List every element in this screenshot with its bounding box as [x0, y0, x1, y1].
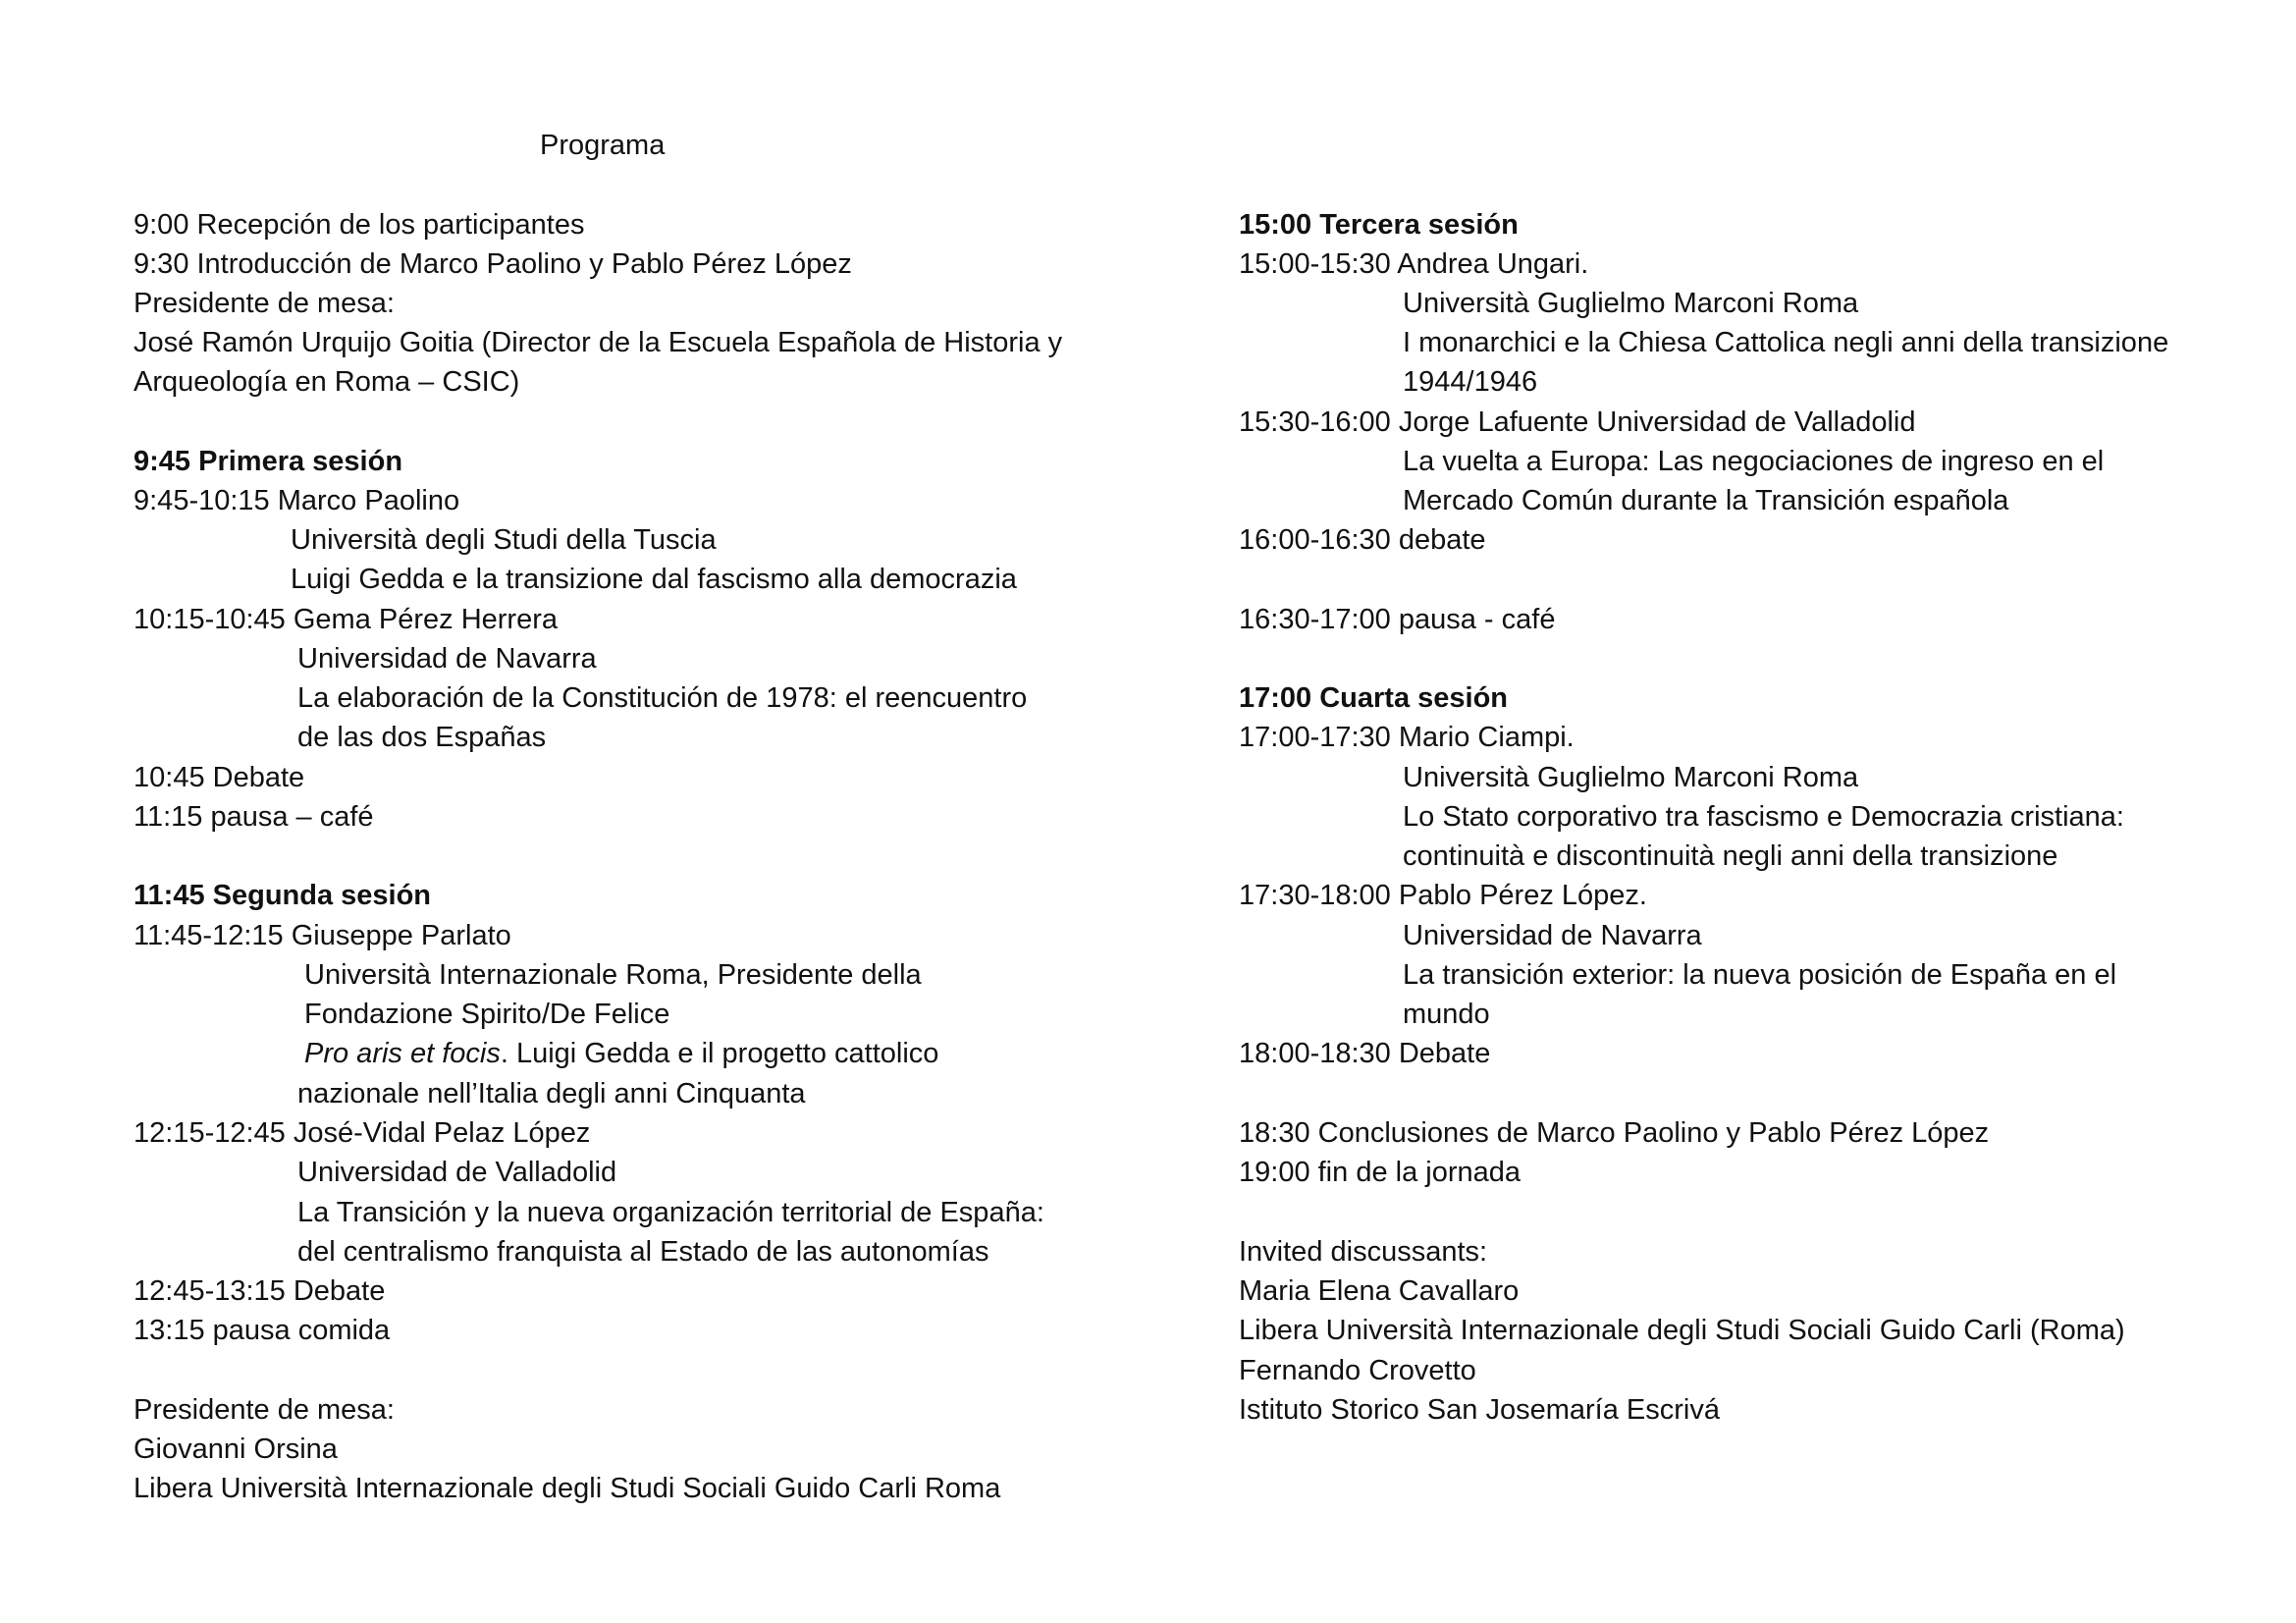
schedule-item-end: 19:00 fin de la jornada: [1239, 1157, 1521, 1188]
discussant-affiliation: Libera Università Internazionale degli Studi Sociali Guido Carli (Roma): [1239, 1315, 2125, 1346]
session-heading-third: 15:00 Tercera sesión: [1239, 209, 1519, 241]
chair-affiliation: Libera Università Internazionale degli Studi Sociali Guido Carli Roma: [133, 1473, 1001, 1504]
page-title: Programa: [540, 130, 666, 161]
talk-title-continued: 1944/1946: [1403, 366, 1538, 398]
schedule-item-debate: 12:45-13:15 Debate: [133, 1275, 386, 1307]
schedule-item-pause: 16:30-17:00 pausa - café: [1239, 604, 1556, 635]
talk-title-italic: Pro aris et focis: [304, 1038, 501, 1069]
chair-name-continued: Arqueología en Roma – CSIC): [133, 366, 520, 398]
talk-title-continued: nazionale nell’Italia degli anni Cinquanta: [297, 1078, 806, 1109]
chair-label: Presidente de mesa:: [133, 288, 395, 319]
discussant-name: Maria Elena Cavallaro: [1239, 1275, 1520, 1307]
chair-name: José Ramón Urquijo Goitia (Director de la Escuela Española de Historia y: [133, 327, 1063, 358]
schedule-item-pause: 13:15 pausa comida: [133, 1315, 391, 1346]
discussant-name: Fernando Crovetto: [1239, 1355, 1476, 1386]
schedule-item-conclusions: 18:30 Conclusiones de Marco Paolino y Pablo Pérez López: [1239, 1117, 1990, 1149]
session-heading-fourth: 17:00 Cuarta sesión: [1239, 682, 1509, 714]
talk-title-continued: de las dos Españas: [297, 722, 547, 753]
chair-name: Giovanni Orsina: [133, 1434, 338, 1465]
talk-title: Luigi Gedda e la transizione dal fascismo alla democrazia: [291, 564, 1017, 595]
talk-title: La elaboración de la Constitución de 1978: el reencuentro: [297, 682, 1028, 714]
talk-time-speaker: 11:45-12:15 Giuseppe Parlato: [133, 920, 511, 951]
talk-title-continued: mundo: [1403, 999, 1490, 1030]
talk-affiliation: Universidad de Navarra: [297, 643, 597, 675]
schedule-item-pause: 11:15 pausa – café: [133, 801, 374, 833]
talk-title-continued: continuità e discontinuità negli anni della transizione: [1403, 840, 2058, 872]
talk-time-speaker: 9:45-10:15 Marco Paolino: [133, 485, 460, 516]
talk-time-speaker: 17:30-18:00 Pablo Pérez López.: [1239, 880, 1647, 911]
talk-time-speaker: 15:00-15:30 Andrea Ungari.: [1239, 248, 1589, 280]
talk-time-speaker: 17:00-17:30 Mario Ciampi.: [1239, 722, 1575, 753]
talk-title: I monarchici e la Chiesa Cattolica negli anni della transizione: [1403, 327, 2169, 358]
talk-affiliation: Università Internazionale Roma, Presidente della: [304, 959, 922, 991]
talk-title: La Transición y la nueva organización territorial de España:: [297, 1197, 1044, 1228]
talk-affiliation: Università degli Studi della Tuscia: [291, 524, 717, 556]
talk-time-speaker: 10:15-10:45 Gema Pérez Herrera: [133, 604, 558, 635]
schedule-item-debate: 10:45 Debate: [133, 762, 305, 793]
talk-title: La vuelta a Europa: Las negociaciones de ingreso en el: [1403, 446, 2105, 477]
talk-title-continued: del centralismo franquista al Estado de las autonomías: [297, 1236, 989, 1268]
talk-title-rest: . Luigi Gedda e il progetto cattolico: [500, 1038, 939, 1069]
schedule-item-reception: 9:00 Recepción de los participantes: [133, 209, 585, 241]
talk-title: La transición exterior: la nueva posición de España en el: [1403, 959, 2117, 991]
discussants-label: Invited discussants:: [1239, 1236, 1488, 1268]
schedule-item-debate: 16:00-16:30 debate: [1239, 524, 1486, 556]
talk-affiliation: Università Guglielmo Marconi Roma: [1403, 762, 1859, 793]
talk-affiliation: Università Guglielmo Marconi Roma: [1403, 288, 1859, 319]
chair-label: Presidente de mesa:: [133, 1394, 395, 1426]
talk-title: Lo Stato corporativo tra fascismo e Democrazia cristiana:: [1403, 801, 2124, 833]
session-heading-second: 11:45 Segunda sesión: [133, 880, 432, 911]
schedule-item-introduction: 9:30 Introducción de Marco Paolino y Pablo Pérez López: [133, 248, 852, 280]
talk-affiliation: Universidad de Navarra: [1403, 920, 1702, 951]
talk-affiliation: Universidad de Valladolid: [297, 1157, 617, 1188]
talk-title-continued: Mercado Común durante la Transición española: [1403, 485, 2009, 516]
talk-time-speaker: 12:15-12:45 José-Vidal Pelaz López: [133, 1117, 591, 1149]
discussant-affiliation: Istituto Storico San Josemaría Escrivá: [1239, 1394, 1720, 1426]
talk-time-speaker: 15:30-16:00 Jorge Lafuente Universidad de Valladolid: [1239, 406, 1916, 438]
session-heading-first: 9:45 Primera sesión: [133, 446, 403, 477]
talk-title: [304, 1034, 938, 1073]
schedule-item-debate: 18:00-18:30 Debate: [1239, 1038, 1491, 1069]
talk-affiliation-continued: Fondazione Spirito/De Felice: [304, 999, 670, 1030]
